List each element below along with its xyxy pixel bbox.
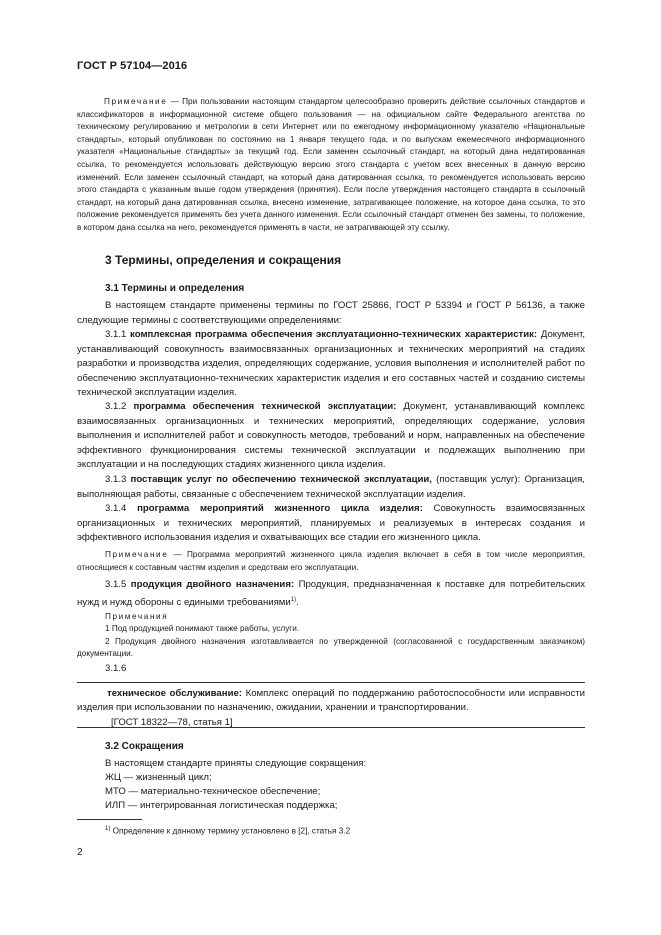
note-item-2: 2 Продукция двойного назначения изготавливается по утвержденной (согласованной с государственным заказчиком) документации.	[77, 636, 585, 659]
note-label: Примечание	[104, 97, 168, 106]
term-name: комплексная программа обеспечения эксплуатационно-технических характеристик:	[130, 329, 538, 340]
term-name: поставщик услуг по обеспечению технической эксплуатации,	[130, 474, 432, 485]
note-item-1: 1 Под продукцией понимают также работы, услуги.	[105, 624, 300, 634]
section-title: 3 Термины, определения и сокращения	[105, 253, 342, 267]
term-name: программа обеспечения технической эксплуатации:	[133, 401, 397, 412]
term-3-1-2	[77, 400, 585, 473]
note-text: — Программа мероприятий жизненного цикла изделия включает в себя в том числе мероприятия, относящиеся к составным частям изделия и средствам его эксплуатации.	[77, 550, 585, 572]
term-number: 3.1.5	[105, 579, 131, 590]
footnote-mark: 1)	[105, 826, 111, 832]
term-3-1-5	[77, 578, 585, 610]
term-3-1-4	[77, 502, 585, 546]
term-3-1-3	[77, 473, 585, 502]
term-3-1-6	[77, 687, 585, 730]
term-number: 3.1.3	[105, 474, 131, 485]
notes-label: Примечания	[105, 612, 169, 621]
term-end: .	[296, 596, 299, 608]
subsection-3-1-intro: В настоящем стандарте применены термины по ГОСТ 25866, ГОСТ Р 53394 и ГОСТ Р 56136, а также следующие термины с соответствующими определениями:	[77, 300, 585, 326]
term-number: 3.1.4	[105, 503, 138, 514]
term-name: продукция двойного назначения:	[130, 579, 295, 590]
term-number: 3.1.2	[105, 401, 134, 412]
term-3-1-5-notes	[77, 611, 585, 661]
term-definition: Продукция, предназначенная к поставке для потребительских нужд и нужд обороны с едиными требованиями	[77, 579, 585, 608]
term-3-1-1	[77, 328, 585, 401]
abbreviation-item: МТО — материально-техническое обеспечение;	[105, 786, 321, 797]
footnote-ref: 1)	[290, 596, 297, 603]
term-3-1-6-number: 3.1.6	[105, 663, 127, 674]
footnote-divider	[77, 819, 142, 820]
term-number: 3.1.1	[105, 329, 131, 340]
term-definition: (поставщик услуг): Организация, выполняющая работы, связанные с обеспечением технической эксплуатации изделия.	[77, 474, 585, 500]
page-number: 2	[77, 847, 83, 858]
term-3-1-4-note	[77, 549, 585, 574]
subsection-3-2-title: 3.2 Сокращения	[105, 741, 184, 752]
term-name: техническое обслуживание:	[107, 688, 242, 699]
reference-note	[77, 96, 585, 235]
footnote-text: Определение к данному термину установлено в [2], статья 3.2	[110, 826, 351, 836]
term-3-1-6-body	[77, 687, 585, 716]
abbreviation-item: ЖЦ — жизненный цикл;	[105, 772, 212, 783]
term-definition: Документ, устанавливающий совокупность взаимосвязанных организационных и технических мероприятий на стадиях разработки и производства изделия, определяющих содержание, условия выполнения и исполнителей работ по обеспечению эксплуатационно-технических характеристик изделия и его составных частей и созданию системы технической эксплуатации изделия.	[77, 329, 585, 399]
abbreviation-item: ИЛП — интегрированная логистическая поддержка;	[105, 800, 338, 811]
note-text: — При пользовании настоящим стандартом целесообразно проверить действие ссылочных стандартов и классификаторов в информационной системе общего пользования — на официальном сайте Федерального агентства по техническому регулированию и метрологии в сети Интернет или по ежегодному информационному указателю «Национальные стандарты», который опубликован по состоянию на 1 января текущего года, и по выпускам ежемесячного информационного указателя «Национальные стандарты» за текущий год. Если заменен ссылочный стандарт, на который дана недатированная ссылка, то рекомендуется использовать действующую версию этого стандарта с учетом всех внесенных в данную версию изменений. Если заменен ссылочный стандарт, на который дана датированная ссылка, то рекомендуется использовать версию этого стандарта с указанным выше годом утверждения (принятия). Если после утверждения настоящего стандарта в ссылочный стандарт, на который дана датированная ссылка, внесено изменение, затрагивающее положение, на которое дана ссылка, то это положение рекомендуется применять без учета данного изменения. Если ссылочный стандарт отменен без замены, то положение, в котором дана ссылка на него, рекомендуется применять в части, не затрагивающей эту ссылку.	[77, 97, 585, 232]
subsection-3-1-title: 3.1 Термины и определения	[105, 283, 245, 294]
note-label: Примечание	[105, 550, 169, 559]
term-definition: Комплекс операций по поддержанию работоспособности или исправности изделия при использовании по назначению, ожидании, хранении и транспортировании.	[77, 688, 585, 714]
term-definition: Документ, устанавливающий комплекс взаимосвязанных организационных и технических мероприятий, определяющих содержание, условия выполнения и исполнителей работ и совокупность методов, требований и норм, направленных на обеспечение эффективного функционирования системы технической эксплуатации и подлежащих выполнению при эксплуатации и на последующих стадиях жизненного цикла изделия.	[77, 401, 585, 471]
term-3-1-6-box	[77, 682, 585, 728]
term-name: программа мероприятий жизненного цикла изделия:	[137, 503, 423, 514]
term-definition: Совокупность взаимосвязанных организационных и технических мероприятий, планируемых и реализуемых в интересах создания и эффективного использования изделия и охватывающих все стадии его жизненного цикла.	[77, 503, 585, 544]
footnote	[105, 826, 350, 836]
term-source: [ГОСТ 18322—78, статья 1]	[111, 716, 233, 728]
standard-header: ГОСТ Р 57104—2016	[77, 60, 188, 72]
abbreviations-intro: В настоящем стандарте приняты следующие сокращения:	[105, 758, 367, 769]
